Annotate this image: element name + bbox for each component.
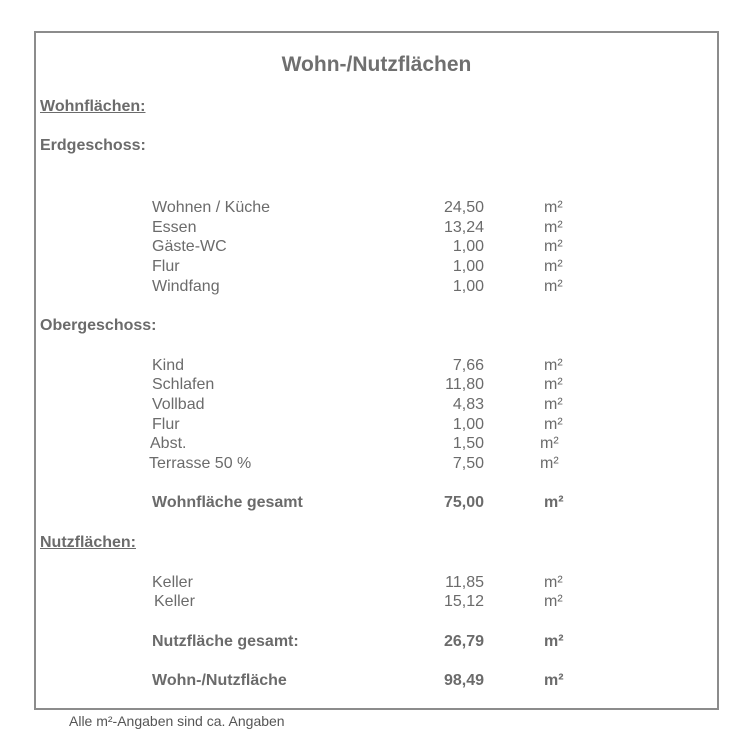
total-label-nutzflaeche: Nutzfläche gesamt: [152, 633, 299, 650]
grand-total-unit: m² [544, 672, 564, 689]
row-label: Keller [154, 593, 195, 610]
row-value: 1,00 [452, 416, 484, 433]
row-unit: m² [544, 199, 563, 216]
document-frame [34, 31, 719, 710]
footnote: Alle m²-Angaben sind ca. Angaben [69, 713, 285, 729]
row-label: Windfang [152, 278, 220, 295]
row-unit: m² [544, 258, 563, 275]
row-value: 7,66 [452, 357, 484, 374]
row-label: Essen [152, 219, 197, 236]
row-label: Kind [152, 357, 185, 374]
floor-heading-obergeschoss: Obergeschoss: [40, 317, 157, 334]
row-value: 1,00 [452, 258, 484, 275]
row-label: Keller [152, 574, 193, 591]
row-value: 15,12 [443, 593, 484, 610]
row-label: Wohnen / Küche [152, 199, 271, 216]
total-unit-nutzflaeche: m² [544, 633, 564, 650]
total-value-wohnflaeche: 75,00 [443, 494, 484, 511]
section-heading-wohnflaechen: Wohnflächen: [40, 98, 146, 115]
row-label: Abst. [150, 435, 187, 452]
row-value: 7,50 [452, 455, 484, 472]
row-value: 4,83 [452, 396, 484, 413]
floor-heading-erdgeschoss: Erdgeschoss: [40, 137, 146, 154]
row-value: 1,00 [452, 278, 484, 295]
row-value: 11,85 [445, 574, 484, 591]
row-unit: m² [544, 593, 563, 610]
row-unit: m² [544, 357, 563, 374]
row-value: 1,00 [452, 238, 484, 255]
row-label: Flur [152, 258, 180, 275]
row-unit: m² [540, 435, 559, 452]
row-value: 24,50 [443, 199, 484, 216]
grand-total-label: Wohn-/Nutzfläche [152, 672, 287, 689]
row-unit: m² [544, 574, 563, 591]
row-unit: m² [544, 219, 563, 236]
total-label-wohnflaeche: Wohnfläche gesamt [152, 494, 303, 511]
total-unit-wohnflaeche: m² [544, 494, 564, 511]
total-value-nutzflaeche: 26,79 [443, 633, 484, 650]
row-label: Gäste-WC [152, 238, 227, 255]
row-label: Flur [152, 416, 180, 433]
row-unit: m² [544, 278, 563, 295]
section-heading-nutzflaechen: Nutzflächen: [40, 534, 136, 551]
row-label: Terrasse 50 % [149, 455, 252, 472]
row-unit: m² [544, 376, 563, 393]
row-value: 1,50 [452, 435, 484, 452]
grand-total-value: 98,49 [443, 672, 484, 689]
row-unit: m² [540, 455, 559, 472]
page-title: Wohn-/Nutzflächen [281, 53, 472, 76]
row-unit: m² [544, 396, 563, 413]
row-value: 13,24 [443, 219, 484, 236]
row-value: 11,80 [445, 376, 484, 393]
row-unit: m² [544, 416, 563, 433]
row-label: Schlafen [152, 376, 215, 393]
row-label: Vollbad [152, 396, 205, 413]
row-unit: m² [544, 238, 563, 255]
